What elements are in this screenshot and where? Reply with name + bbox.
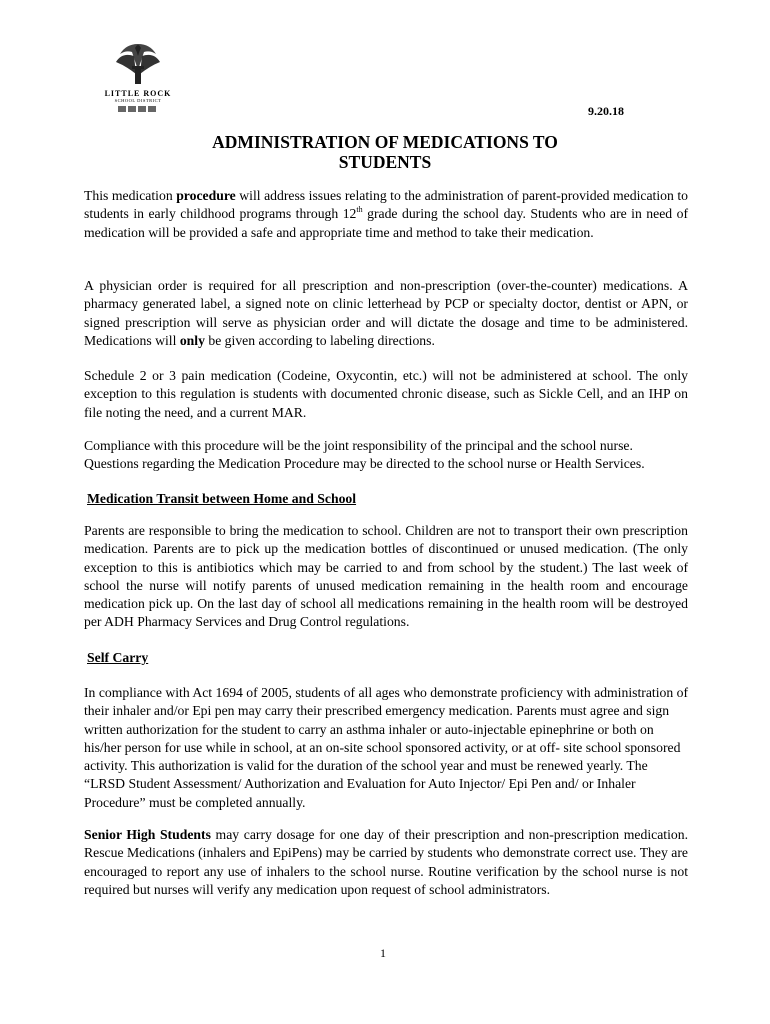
document-title-line1: ADMINISTRATION OF MEDICATIONS TO [212, 132, 558, 152]
logo-name: LITTLE ROCK [104, 89, 172, 98]
paragraph-self-carry-wrap [84, 684, 688, 812]
paragraph-self-carry: In compliance with Act 1694 of 2005, students of all ages who demonstrate proficiency with administration of their inhaler and/or Epi pen may carry their prescribed emergency medication. Parents must agree and sign written authorization for the student to carry an asthma inhaler or auto-injectable epinephrine or both on his/her person for use while in school, at an on-site school sponsored activity, or at off- site school sponsored activity. This authorization is valid for the duration of the school year and must be renewed yearly. The “LRSD Student Assessment/ Authorization and Evaluation for Auto Injector/ Epi Pen and/ or Inhaler Procedure” must be completed annually. [84, 685, 689, 810]
paragraph-physician-order-wrap [84, 277, 688, 350]
paragraph-transit: Parents are responsible to bring the medication to school. Children are not to transport their own prescription medication. Parents are to pick up the medication bottles of discontinued or unused medication. (The only exception to this is antibiotics which may be carried to and from school by the student.) The last week of school the nurse will notify parents of unused medication remaining in the health room and encourage medication pick up. On the last day of school all medications remaining in the health room will be destroyed per ADH Pharmacy Services and Drug Control regulations. [84, 523, 688, 630]
document-title-line2: STUDENTS [338, 152, 432, 172]
heading-self-carry: Self Carry [87, 650, 149, 665]
paragraph-procedure: This medication procedure will address issues relating to the administration of parent-provided medication to students in early childhood programs through 12th grade during the school day. Students who are in need of medication will be provided a safe and appropriate time and method to take their medication. [84, 188, 689, 240]
paragraph-senior-high-wrap [84, 826, 688, 899]
instagram-icon [138, 106, 146, 112]
page-number: 1 [380, 946, 386, 960]
torch-icon [98, 40, 178, 90]
document-date: 9.20.18 [588, 104, 624, 118]
paragraph-schedule: Schedule 2 or 3 pain medication (Codeine, Oxycontin, etc.) will not be administered at school. The only exception to this regulation is students with documented chronic disease, such as Sickle Cell, and an IHP on file noting the need, and a current MAR. [84, 368, 688, 420]
paragraph-compliance: Compliance with this procedure will be the joint responsibility of the principal and the school nurse. Questions regarding the Medication Procedure may be directed to the school nurse or Health Services. [84, 438, 645, 472]
paragraph-senior-high: Senior High Students may carry dosage for one day of their prescription and non-prescription medication. Rescue Medications (inhalers and EpiPens) may be carried by students who demonstrate correct use. They are encouraged to report any use of inhalers to the school nurse. Routine verification by the school nurse is not required but nurses will verify any medication upon request of school administrators. [84, 827, 688, 897]
intro-section [84, 187, 688, 242]
twitter-icon [128, 106, 136, 112]
heading-medication-transit: Medication Transit between Home and School [87, 491, 357, 506]
youtube-icon [148, 106, 156, 112]
paragraph-compliance-wrap [84, 437, 688, 474]
paragraph-physician-order: A physician order is required for all prescription and non-prescription (over-the-counter) medications. A pharmacy generated label, a signed note on clinic letterhead by PCP or specialty doctor, dentist or APN, or signed prescription will serve as physician order and will dictate the dosage and time to be administered. Medications will only be given according to labeling directions. [84, 278, 688, 348]
social-icons [118, 106, 158, 113]
paragraph-schedule-wrap [84, 367, 688, 422]
facebook-icon [118, 106, 126, 112]
logo-subtitle: SCHOOL DISTRICT [114, 98, 162, 103]
paragraph-transit-wrap [84, 522, 688, 632]
district-logo [98, 40, 178, 118]
